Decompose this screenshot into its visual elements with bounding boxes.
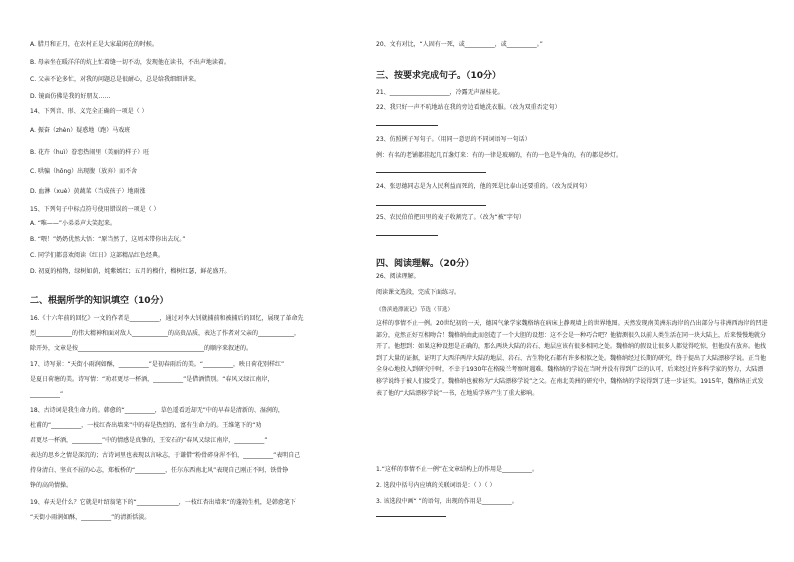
reading-question-2: 2. 选段中括号内应填的关联词语是：（ ）（ ）: [376, 482, 496, 489]
q15-option-d: D. 初夏的植物，绿树如荫，姹紫嫣红；五月的榴什，榴树红瑟，鲜花盛开。: [30, 268, 231, 275]
q18-line-6: 铮的高尚情操。: [30, 482, 73, 489]
q17-line-2: 是夏日荷塘的美。诗写情：“劝君更尽一杯酒，__________”是借酒惜别。“春风又绿江南岸，: [30, 376, 274, 383]
q15-option-a: A. “唯——”小弟弟声大笑起来。: [30, 220, 117, 227]
q16-line-2: 烈____________的伟大精神和面对敌人____________的高贵品质，表达了作者对父亲的____________，: [30, 330, 301, 337]
q18-line-1: 18、古诗词是我生命力的。韩愈的“__________，草色遥看近却无”中的早春是清新的、湿润的，: [30, 407, 284, 414]
q14-option-a: A. 振奋（zhèn）疑惑地（跑）马戏班: [30, 127, 131, 134]
section-3-heading: 三、按要求完成句子。（10分）: [376, 71, 502, 81]
question-15: 15、下列句子中标点符号使用错误的一项是（ ）: [30, 206, 160, 213]
question-22: 22、我只好一声不吭地站在我的旁边看她洗衣服。（改为双重否定句）: [376, 104, 561, 111]
reading-passage: 这样的事情不止一例。20世纪初的一天，德国气象学家魏格纳在病床上静观墙上的世界地图。天然发现南美洲东海岸的凸出部分与非洲西海岸的凹进部分，竟然正好互相吻合！魏格纳由此而创造了一个大胆的设想：这不会是一种巧合吧？他猜测很久以前人类生活在同一块大陆上，后来慢慢地就分开了。他想到：如果这种设想是正确的，那么两块大陆的岩石、地层应该有很多相同之处。魏格纳的假设让很多人都觉得吃惊，但他没有放弃。他找到了大量的证据，证明了大西洋两岸大陆的地层、岩石、古生物化石都有许多相似之处。魏格纳经过长期的研究，终于提出了大陆漂移学说。正当他全身心地投入到研究中时，不幸于1930年在格陵兰考察时遇难。魏格纳的学说在当时并没有得到广泛的认可，后来经过许多科学家的努力，大陆漂移学说终于被人们接受了，魏格纳也被称为“大陆漂移学说”之父。在南北美洲的研究中，魏格纳的学说得到了进一步证实。1915年，魏格纳正式发表了他的“大陆漂移学说”一书，在地质学界产生了重大影响。: [376, 320, 768, 397]
q18-line-2: 杜甫的“__________，一枝红杏出墙来”中的春是热烈的、富有生命力的。王维笔下的“劝: [30, 422, 262, 429]
question-25: 25、农民伯伯把田里的麦子收割完了。（改为“被”字句）: [376, 214, 525, 221]
q16-line-1: 16.《十六年前的回忆》一文的作者是__________，通过对李大钊就捕前和被捕后的回忆，展现了革命先: [30, 315, 304, 322]
option-c-sentence: C. 父亲不论多忙，对我的问题总是很耐心，总是给我细细讲来。: [30, 76, 201, 83]
q17-line-3: __________”: [30, 391, 64, 398]
q25-answer-line[interactable]: [376, 235, 438, 236]
q24-answer-line[interactable]: [376, 205, 486, 206]
passage-title: 《鲁滨逊漂流记》节选（节选）: [376, 307, 454, 313]
q17-line-1: 17、诗写景：“天街小雨润如酥，__________”是初春雨后的美。“__________，映日荷花别样红”: [30, 361, 285, 368]
question-24: 24、张思德同志是为人民利益而死的，他的死是比泰山还要重的。（改为反问句）: [376, 183, 591, 190]
option-b-sentence: B. 母亲坐在暖洋洋的炕上忙着缝一切不动，发现他在读书，不出声地读着。: [30, 59, 230, 66]
q18-line-3: 君更尽一杯酒，__________”中的情感是真挚的，王安石的“春风又绿江南岸，__________”: [30, 437, 268, 444]
question-26: 26、阅读理解。: [376, 273, 420, 280]
q19-line-1: 19、春天是什么？它就是叶绍翁笔下的“______________，一枝红杏出墙来”的蓬勃生机，是韩愈笔下: [30, 499, 296, 506]
q16-line-3: 除开外，文章是按__________________________________________的顺序来叙述的。: [30, 345, 253, 352]
q15-option-b: B. “喂！”奶奶优然大悟：“原当然了，这周末带你出去玩。”: [30, 236, 186, 243]
option-a-sentence: A. 腊月和正月，在农村正是大家最闲在的时候。: [30, 41, 158, 48]
q22-answer-line[interactable]: [376, 125, 438, 126]
question-21: 21、____________________，冷露无声湿桂花。: [376, 89, 504, 96]
section-2-heading: 二、根据所学的知识填空（10分）: [30, 296, 169, 306]
question-20: 20、文有对比，“人固有一死，或__________，或__________。”: [376, 41, 543, 48]
question-23: 23、仿照例子写句子。（用同一意思的不同词语写一句话）: [376, 136, 531, 143]
reading-q3-answer-line[interactable]: [376, 516, 446, 517]
question-14: 14、下列音、形、义完全正确的一项是（ ）: [30, 108, 148, 115]
q23-answer-line[interactable]: [376, 172, 486, 173]
q19-line-2: “天街小雨润如酥，__________”的清新恬淡。: [30, 514, 151, 521]
q18-line-5: 持身清白、坚贞不屈的心志，郑板桥的“__________，任尔东西南北风”表现自己刚正不阿、铁骨铮: [30, 467, 289, 474]
q14-option-b: B. 花卉（huì）眷恋热闹里（美丽的样子）旺: [30, 149, 150, 156]
q26-instruction: 阅读课文选段，完成下面练习。: [376, 289, 461, 296]
reading-question-3: 3. 该选段中画“ ”的语句，出现的作用是__________。: [376, 498, 518, 505]
q18-line-4: 表达的思乡之情是深沉的；古诗词里也表现以言咏志，于谦借“粉骨碎身浑不怕，__________”表明自己: [30, 452, 301, 459]
q15-option-c: C. 同学们都喜欢阅读《红日》这部精品红色经典。: [30, 252, 165, 259]
option-d-sentence: D. 镜面仿佛是我的好朋友……: [30, 93, 111, 100]
reading-question-1: 1.“这样的事情不止一例”在文章结构上的作用是__________。: [376, 466, 538, 473]
q14-option-d: D. 血淋（xuè）黄蔬菜（当成孩子）地雨涨: [30, 188, 146, 195]
q14-option-c: C. 哄骗（hōng）出现腹（放弃）而不舍: [30, 168, 138, 175]
section-4-heading: 四、阅读理解。（20分）: [376, 259, 475, 269]
q23-example: 例：有名的老铺都挂起几百盏灯来：有的一律是玻璃的，有的一色是牛角的，有的都是纱灯。: [376, 152, 623, 159]
